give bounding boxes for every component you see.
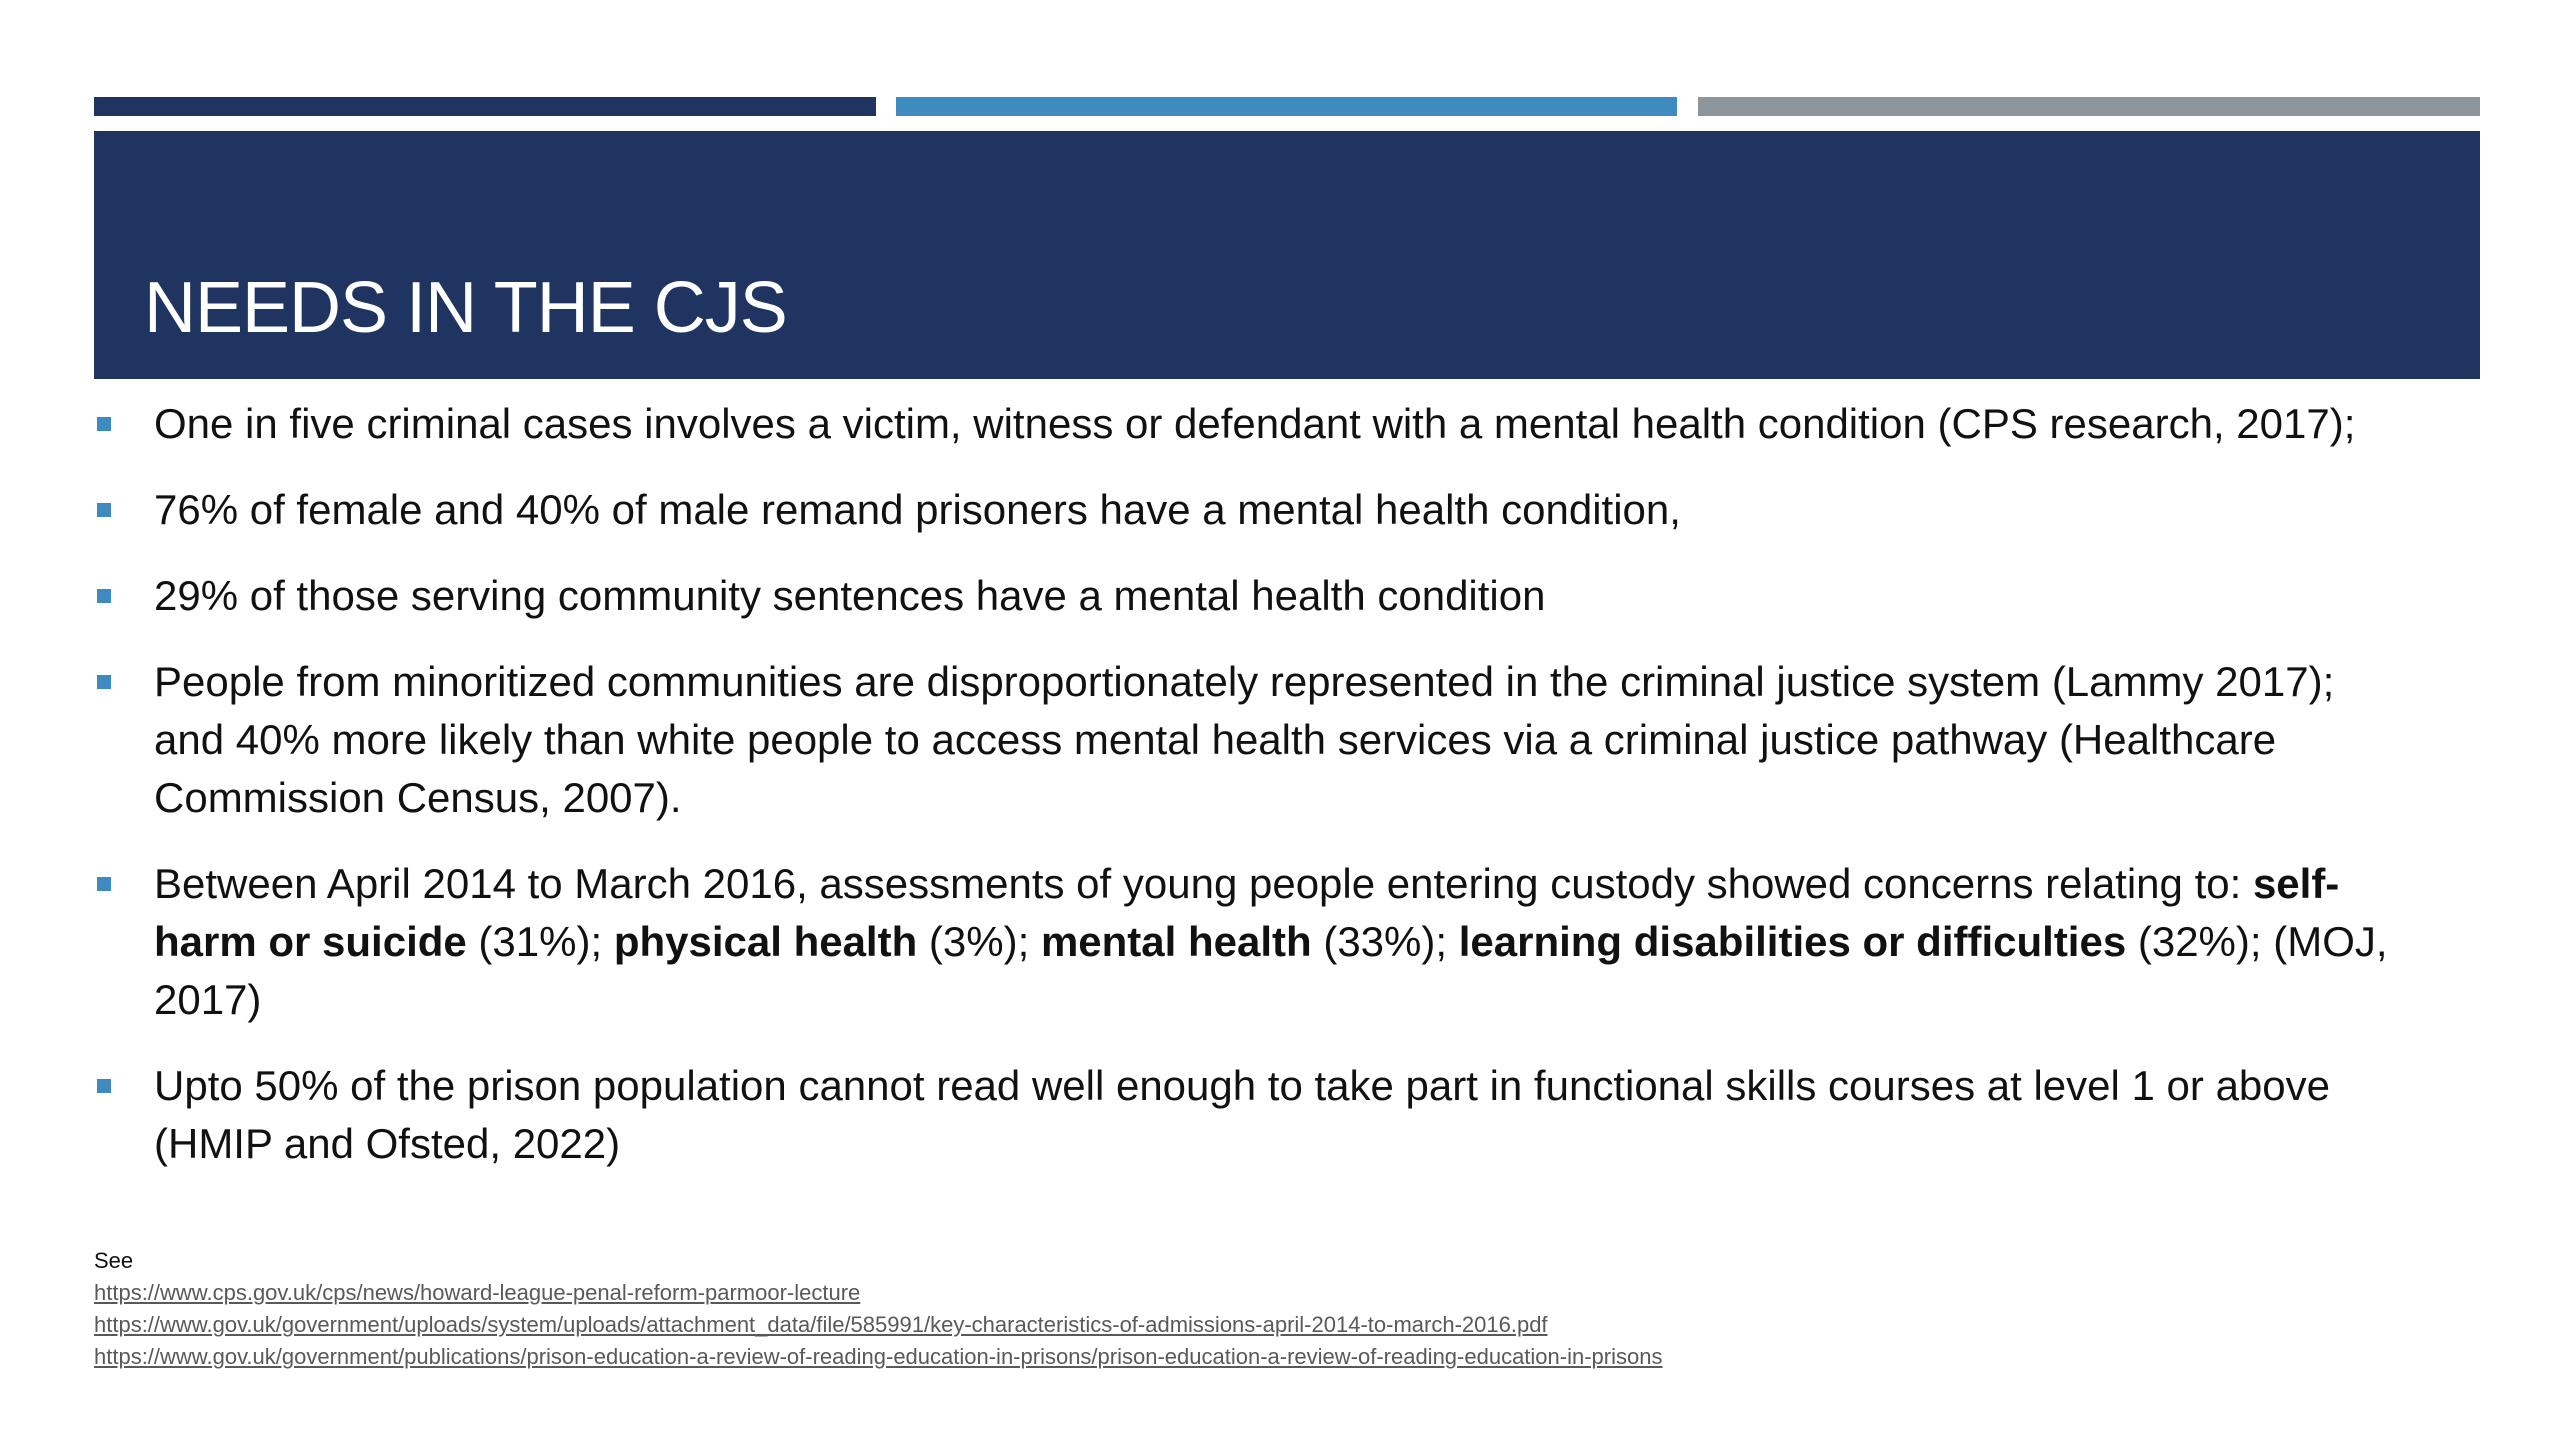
- bullet-item: [94, 1057, 2394, 1173]
- bullet-item: [94, 567, 2394, 625]
- bullet-square-icon: [97, 503, 111, 517]
- bullet-text: (3%);: [917, 918, 1041, 965]
- sources-label: See: [94, 1248, 134, 1273]
- bullet-bold-text: learning disabilities or difficulties: [1458, 918, 2127, 965]
- bullet-text: (33%);: [1311, 918, 1459, 965]
- bullet-item: [94, 395, 2394, 453]
- source-link-cps[interactable]: https://www.cps.gov.uk/cps/news/howard-league-penal-reform-parmoor-lecture: [94, 1280, 861, 1305]
- bullet-text: 76% of female and 40% of male remand prisoners have a mental health condition,: [154, 486, 1681, 533]
- accent-bar-blue: [896, 97, 1677, 116]
- bullet-square-icon: [97, 417, 111, 431]
- bullet-list: [94, 395, 2394, 1201]
- bullet-square-icon: [97, 1079, 111, 1093]
- bullet-square-icon: [97, 589, 111, 603]
- bullet-text: Between April 2014 to March 2016, assessments of young people entering custody showed concerns relating to:: [154, 860, 2253, 907]
- bullet-text: One in five criminal cases involves a victim, witness or defendant with a mental health condition (CPS research, 2017);: [154, 400, 2356, 447]
- bullet-square-icon: [97, 675, 111, 689]
- sources-block: [94, 1245, 2394, 1373]
- bullet-text: (31%);: [466, 918, 614, 965]
- accent-bar-gray: [1698, 97, 2480, 116]
- slide-title: NEEDS IN THE CJS: [144, 268, 787, 348]
- source-link-ofsted[interactable]: https://www.gov.uk/government/publications/prison-education-a-review-of-reading-education-in-prisons/prison-education-a-review-of-reading-education-in-prisons: [94, 1344, 1663, 1369]
- bullet-bold-text: mental health: [1040, 918, 1312, 965]
- bullet-text: People from minoritized communities are disproportionately represented in the criminal justice system (Lammy 2017); and 40% more likely than white people to access mental health services via a criminal justice pathway (Healthcare Commission Census, 2007).: [154, 658, 2335, 821]
- bullet-text: 29% of those serving community sentences have a mental health condition: [154, 572, 1546, 619]
- bullet-bold-text: self-harm or suicide: [154, 860, 2340, 965]
- bullet-item: [94, 481, 2394, 539]
- bullet-text: Upto 50% of the prison population cannot read well enough to take part in functional skills courses at level 1 or above (HMIP and Ofsted, 2022): [154, 1062, 2331, 1167]
- accent-bar-navy: [94, 97, 876, 116]
- bullet-square-icon: [97, 877, 111, 891]
- title-band: [94, 131, 2480, 379]
- bullet-text: (32%); (MOJ, 2017): [154, 918, 2388, 1023]
- source-link-moj[interactable]: https://www.gov.uk/government/uploads/system/uploads/attachment_data/file/585991/key-characteristics-of-admissions-april-2014-to-march-2016.pdf: [94, 1312, 1548, 1337]
- bullet-item: [94, 653, 2394, 827]
- bullet-bold-text: physical health: [613, 918, 918, 965]
- bullet-item: [94, 855, 2394, 1029]
